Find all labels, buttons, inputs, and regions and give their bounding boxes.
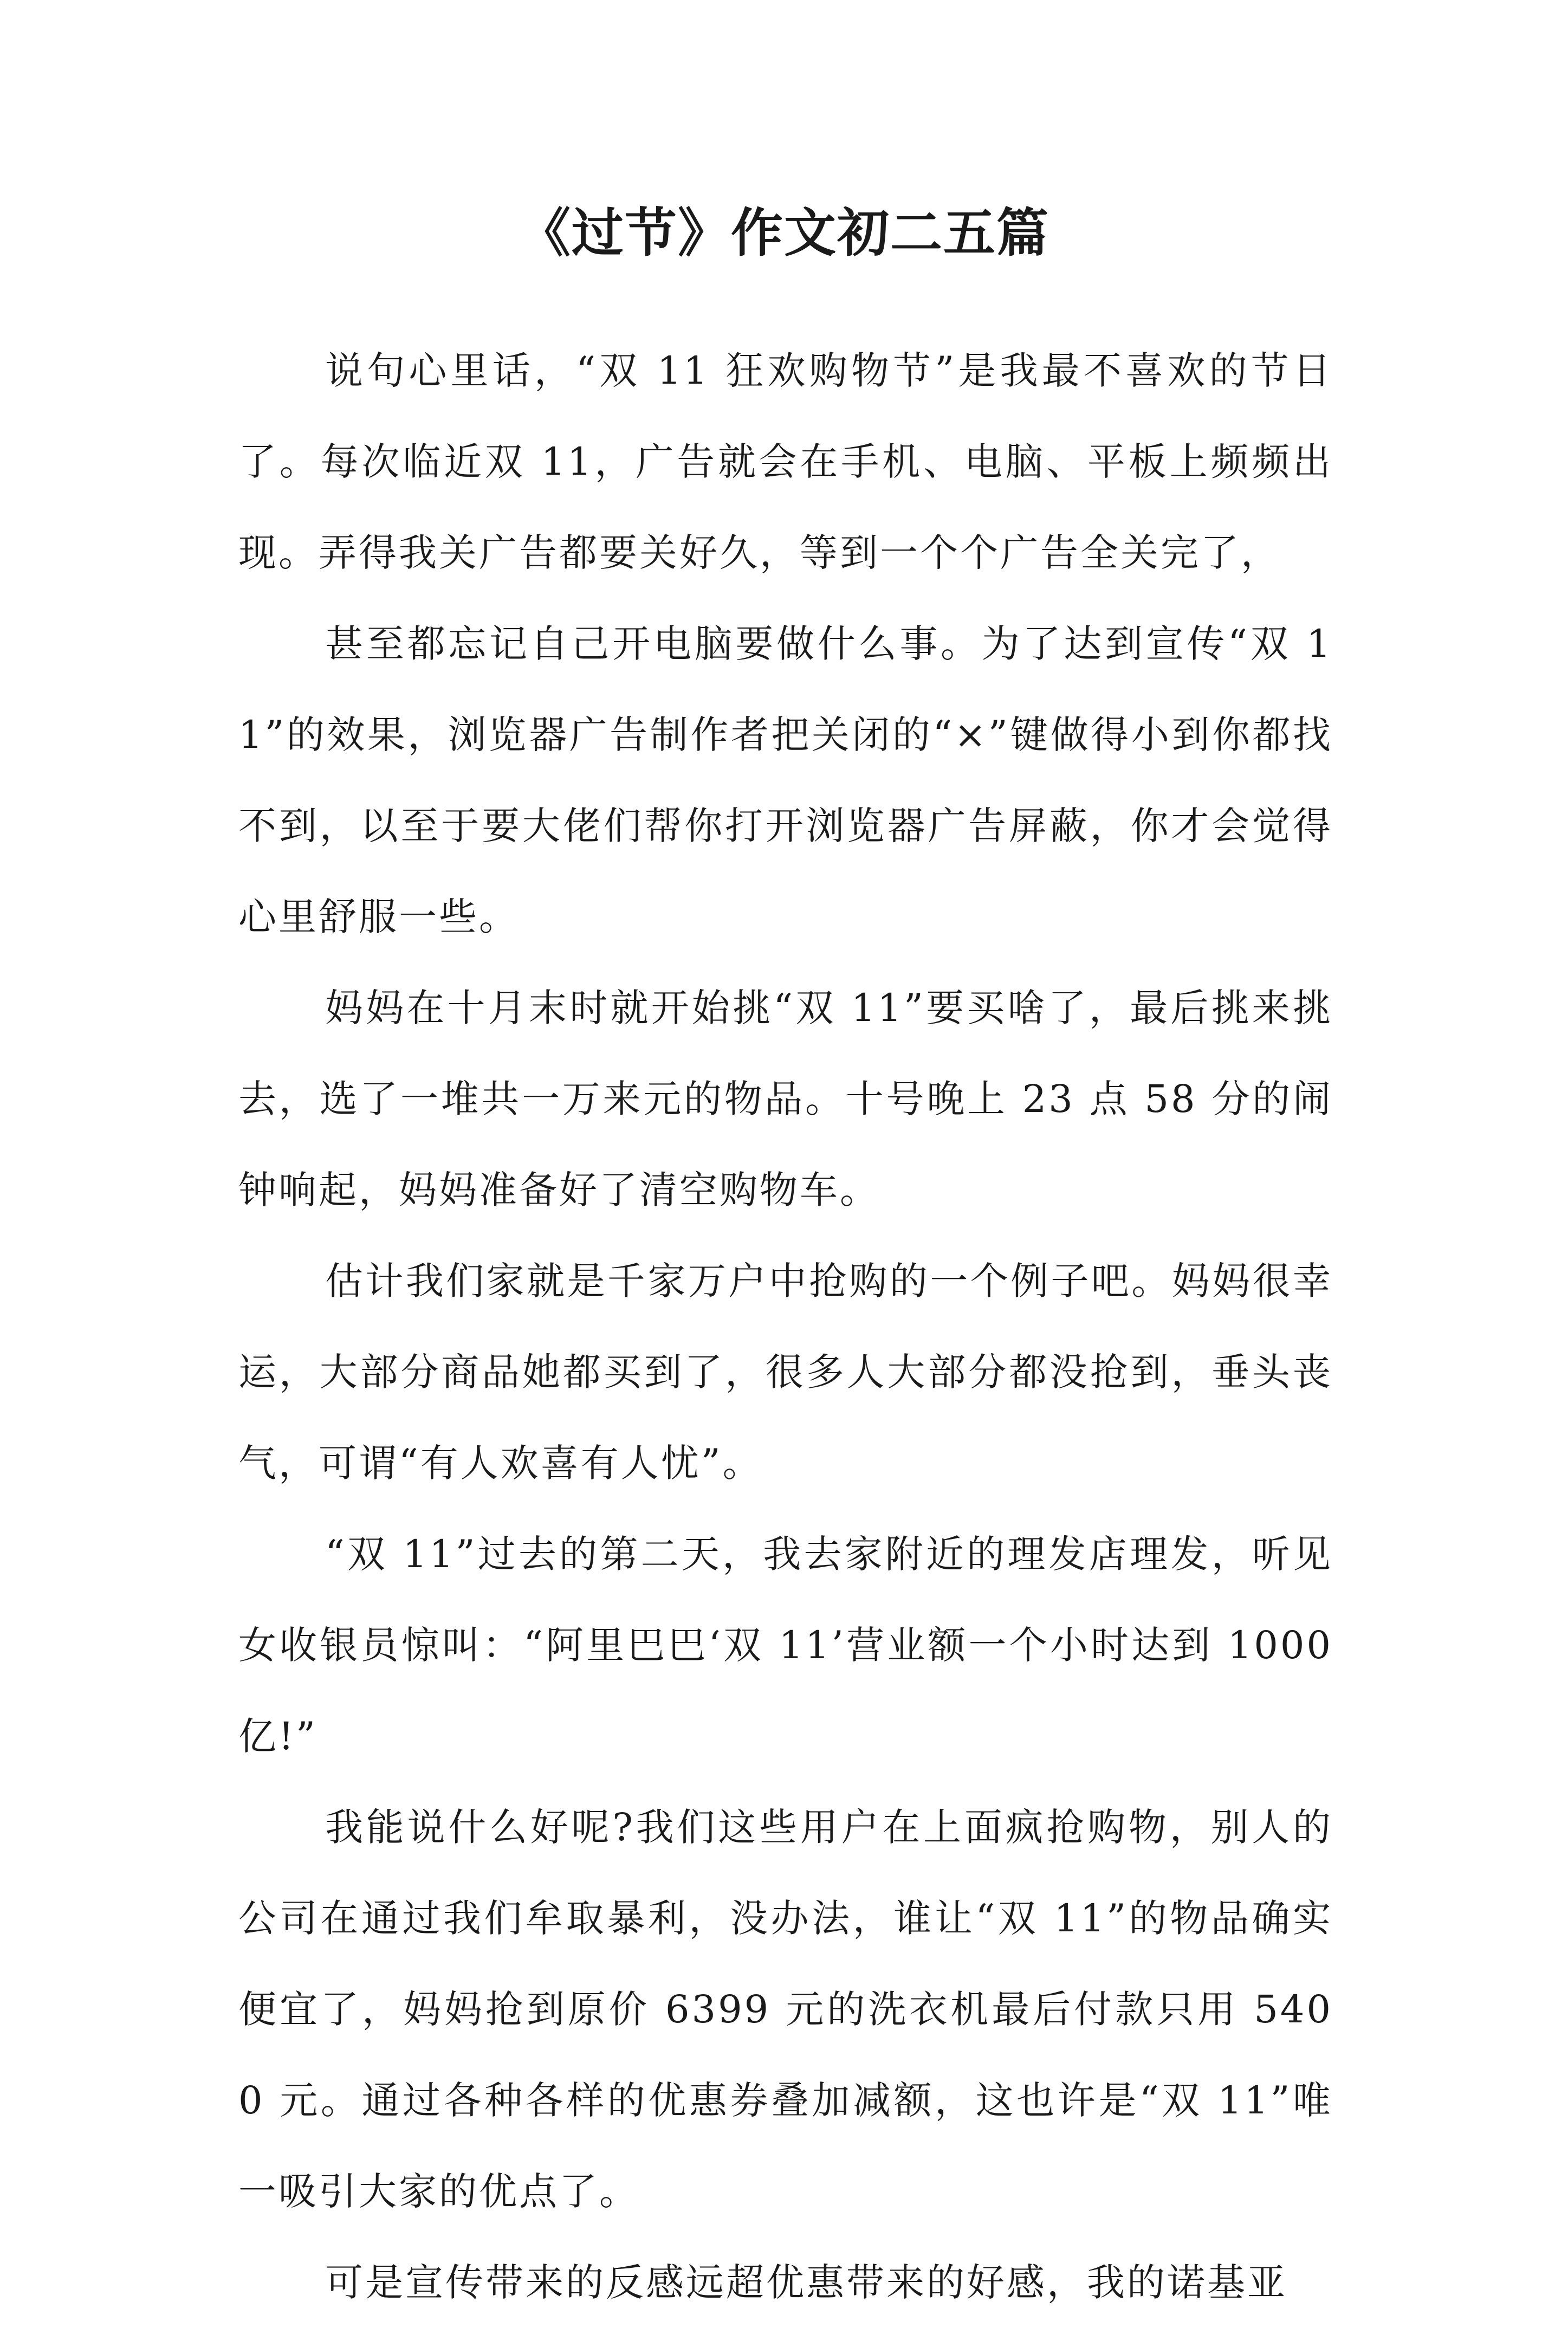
paragraph: 我能说什么好呢?我们这些用户在上面疯抢购物，别人的公司在通过我们牟取暴利，没办法，谁让“双 11”的物品确实便宜了，妈妈抢到原价 6399 元的洗衣机最后付款只用 5400 元。通过各种各样的优惠券叠加减额，这也许是“双 11”唯一吸引大家的优点了。 bbox=[238, 1805, 1333, 2214]
paragraph: 甚至都忘记自己开电脑要做什么事。为了达到宣传“双 11”的效果，浏览器广告制作者把关闭的“×”键做得小到你都找不到，以至于要大佬们帮你打开浏览器广告屏蔽，你才会觉得心里舒服一些。 bbox=[238, 622, 1333, 939]
paragraph: 估计我们家就是千家万户中抢购的一个例子吧。妈妈很幸运，大部分商品她都买到了，很多人大部分都没抢到，垂头丧气，可谓“有人欢喜有人忧”。 bbox=[238, 1259, 1333, 1485]
paragraph: “双 11”过去的第二天，我去家附近的理发店理发，听见女收银员惊叫：“阿里巴巴‘双 11’营业额一个小时达到 1000 亿!” bbox=[238, 1532, 1333, 1758]
document-body bbox=[238, 325, 1333, 2328]
paragraph: 妈妈在十月末时就开始挑“双 11”要买啥了，最后挑来挑去，选了一堆共一万来元的物品。十号晚上 23 点 58 分的闹钟响起，妈妈准备好了清空购物车。 bbox=[238, 986, 1333, 1212]
document-title: 《过节》作文初二五篇 bbox=[519, 202, 1049, 263]
paragraph: 说句心里话，“双 11 狂欢购物节”是我最不喜欢的节日了。每次临近双 11，广告就会在手机、电脑、平板上频频出现。弄得我关广告都要关好久，等到一个个广告全关完了， bbox=[238, 348, 1333, 575]
paragraph: 可是宣传带来的反感远超优惠带来的好感，我的诺基亚 bbox=[325, 2260, 1287, 2305]
